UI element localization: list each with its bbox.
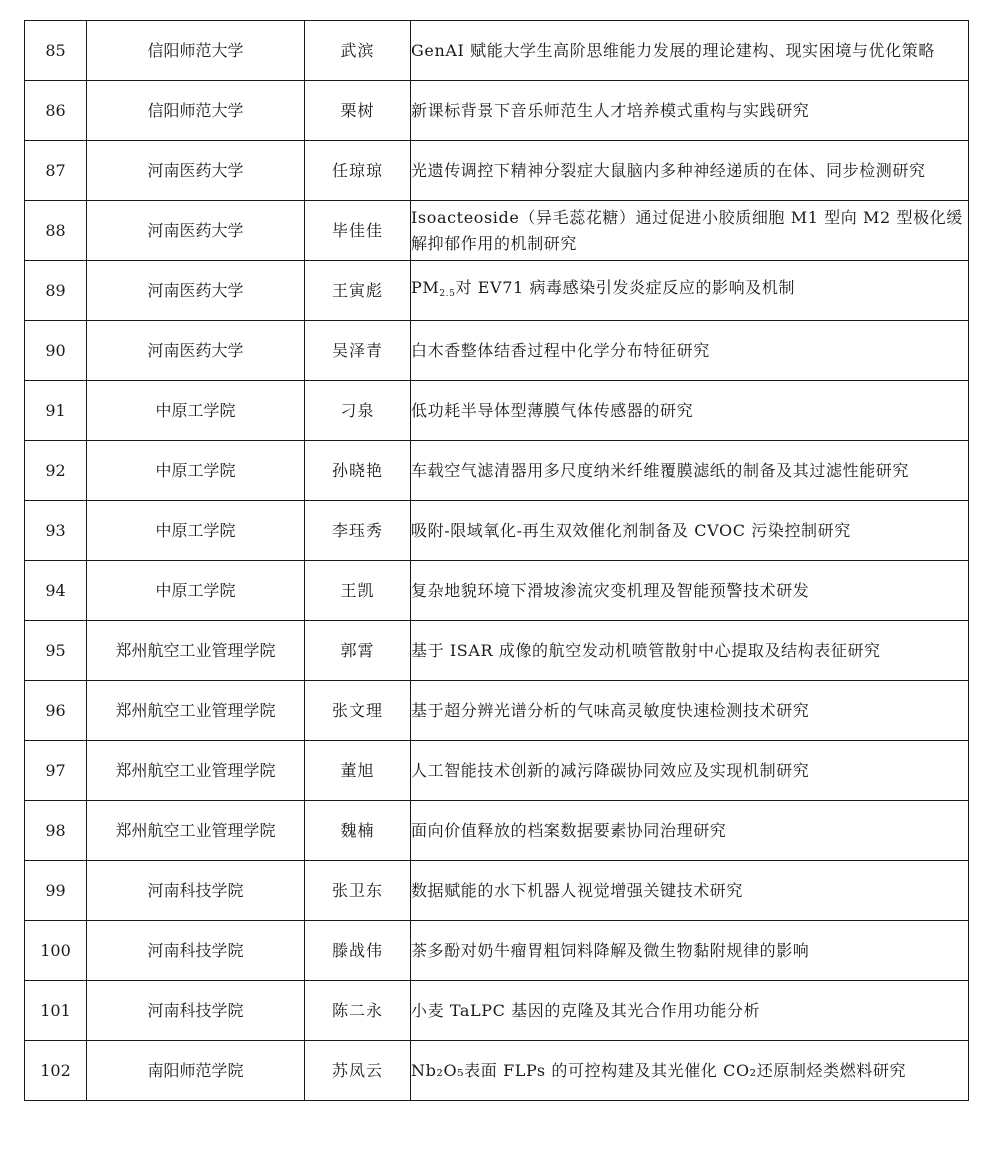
school-cell: 河南科技学院 [87,981,305,1041]
project-table [24,20,969,1101]
project-title-cell: 白木香整体结香过程中化学分布特征研究 [411,321,969,381]
school-cell: 河南医药大学 [87,321,305,381]
table-row [25,201,969,261]
row-number: 85 [25,21,87,81]
person-name-cell: 吴泽青 [305,321,411,381]
school-cell: 河南医药大学 [87,261,305,321]
school-cell: 信阳师范大学 [87,81,305,141]
table-row [25,441,969,501]
row-number: 90 [25,321,87,381]
table-row [25,321,969,381]
school-cell: 郑州航空工业管理学院 [87,681,305,741]
row-number: 94 [25,561,87,621]
person-name-cell: 刁泉 [305,381,411,441]
project-title-cell: 光遗传调控下精神分裂症大鼠脑内多种神经递质的在体、同步检测研究 [411,141,969,201]
row-number: 97 [25,741,87,801]
project-title-cell: 复杂地貌环境下滑坡渗流灾变机理及智能预警技术研发 [411,561,969,621]
project-title-cell: 茶多酚对奶牛瘤胃粗饲料降解及微生物黏附规律的影响 [411,921,969,981]
project-table-body [25,21,969,1101]
row-number: 91 [25,381,87,441]
title-prefix: PM [411,277,440,297]
school-cell: 中原工学院 [87,501,305,561]
table-row [25,501,969,561]
project-title-cell: Nb₂O₅表面 FLPs 的可控构建及其光催化 CO₂还原制烃类燃料研究 [411,1041,969,1101]
table-row [25,981,969,1041]
project-title-cell: 基于超分辨光谱分析的气味高灵敏度快速检测技术研究 [411,681,969,741]
row-number: 95 [25,621,87,681]
project-title-cell: 数据赋能的水下机器人视觉增强关键技术研究 [411,861,969,921]
project-title-cell: 人工智能技术创新的减污降碳协同效应及实现机制研究 [411,741,969,801]
person-name-cell: 王寅彪 [305,261,411,321]
person-name-cell: 孙晓艳 [305,441,411,501]
row-number: 89 [25,261,87,321]
table-row [25,141,969,201]
project-title-cell [411,261,969,321]
school-cell: 中原工学院 [87,381,305,441]
project-title-cell: 新课标背景下音乐师范生人才培养模式重构与实践研究 [411,81,969,141]
school-cell: 河南科技学院 [87,861,305,921]
table-row [25,801,969,861]
person-name-cell: 郭霄 [305,621,411,681]
table-row [25,1041,969,1101]
row-number: 92 [25,441,87,501]
project-title-cell: GenAI 赋能大学生高阶思维能力发展的理论建构、现实困境与优化策略 [411,21,969,81]
school-cell: 郑州航空工业管理学院 [87,801,305,861]
person-name-cell: 张卫东 [305,861,411,921]
table-row [25,921,969,981]
person-name-cell: 李珏秀 [305,501,411,561]
table-row [25,261,969,321]
row-number: 93 [25,501,87,561]
row-number: 96 [25,681,87,741]
row-number: 88 [25,201,87,261]
project-title-cell: 吸附-限域氧化-再生双效催化剂制备及 CVOC 污染控制研究 [411,501,969,561]
person-name-cell: 滕战伟 [305,921,411,981]
school-cell: 河南科技学院 [87,921,305,981]
table-row [25,681,969,741]
table-row [25,741,969,801]
person-name-cell: 王凯 [305,561,411,621]
project-title-cell: 小麦 TaLPC 基因的克隆及其光合作用功能分析 [411,981,969,1041]
table-row [25,381,969,441]
row-number: 100 [25,921,87,981]
school-cell: 郑州航空工业管理学院 [87,621,305,681]
table-row [25,561,969,621]
school-cell: 郑州航空工业管理学院 [87,741,305,801]
person-name-cell: 任琼琼 [305,141,411,201]
title-subscript: 2.5 [439,288,456,299]
table-row [25,21,969,81]
row-number: 102 [25,1041,87,1101]
person-name-cell: 董旭 [305,741,411,801]
title-suffix: 对 EV71 病毒感染引发炎症反应的影响及机制 [455,277,796,297]
table-row [25,621,969,681]
row-number: 101 [25,981,87,1041]
person-name-cell: 武滨 [305,21,411,81]
school-cell: 河南医药大学 [87,141,305,201]
person-name-cell: 栗树 [305,81,411,141]
project-title-cell: Isoacteoside（异毛蕊花糖）通过促进小胶质细胞 M1 型向 M2 型极化缓解抑郁作用的机制研究 [411,201,969,261]
table-row [25,861,969,921]
school-cell: 河南医药大学 [87,201,305,261]
person-name-cell: 毕佳佳 [305,201,411,261]
project-title-cell: 面向价值释放的档案数据要素协同治理研究 [411,801,969,861]
school-cell: 南阳师范学院 [87,1041,305,1101]
row-number: 87 [25,141,87,201]
table-row [25,81,969,141]
project-title-cell: 基于 ISAR 成像的航空发动机喷管散射中心提取及结构表征研究 [411,621,969,681]
person-name-cell: 张文理 [305,681,411,741]
row-number: 99 [25,861,87,921]
person-name-cell: 苏凤云 [305,1041,411,1101]
school-cell: 信阳师范大学 [87,21,305,81]
project-title-cell: 车载空气滤清器用多尺度纳米纤维覆膜滤纸的制备及其过滤性能研究 [411,441,969,501]
person-name-cell: 陈二永 [305,981,411,1041]
row-number: 98 [25,801,87,861]
person-name-cell: 魏楠 [305,801,411,861]
project-title-cell: 低功耗半导体型薄膜气体传感器的研究 [411,381,969,441]
row-number: 86 [25,81,87,141]
school-cell: 中原工学院 [87,561,305,621]
school-cell: 中原工学院 [87,441,305,501]
